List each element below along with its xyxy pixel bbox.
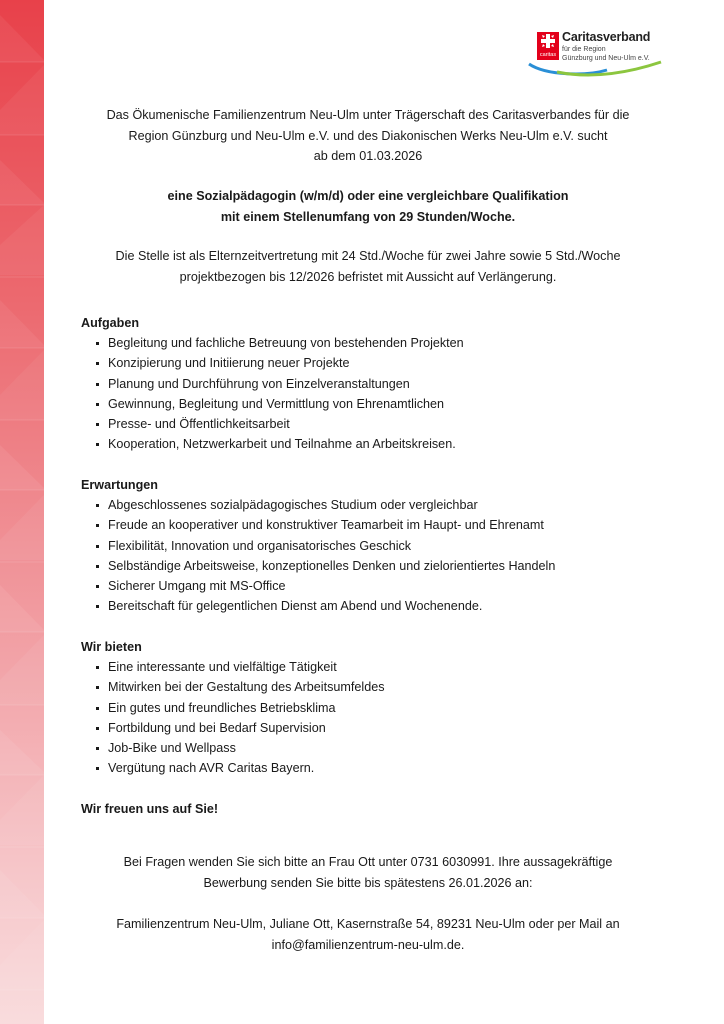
list-item: Job-Bike und Wellpass bbox=[81, 738, 661, 758]
list-item: Bereitschaft für gelegentlichen Dienst am Abend und Wochenende. bbox=[81, 596, 661, 616]
list-item: Gewinnung, Begleitung und Vermittlung von Ehrenamtlichen bbox=[81, 394, 661, 414]
section-list bbox=[81, 333, 661, 455]
address-paragraph bbox=[78, 914, 658, 955]
list-item: Ein gutes und freundliches Betriebsklima bbox=[81, 698, 661, 718]
section-aufgaben bbox=[81, 313, 661, 455]
section-list bbox=[81, 495, 661, 617]
list-item: Vergütung nach AVR Caritas Bayern. bbox=[81, 758, 661, 778]
list-item: Freude an kooperativer und konstruktiver Teamarbeit im Haupt- und Ehrenamt bbox=[81, 515, 661, 535]
caritas-logo bbox=[537, 30, 667, 82]
decorative-side-stripe bbox=[0, 0, 44, 1024]
terms-line: projektbezogen bis 12/2026 befristet mit Aussicht auf Verlängerung. bbox=[179, 269, 557, 284]
list-item: Abgeschlossenes sozialpädagogisches Studium oder vergleichbar bbox=[81, 495, 661, 515]
section-wir-bieten bbox=[81, 637, 661, 779]
list-item: Sicherer Umgang mit MS-Office bbox=[81, 576, 661, 596]
contact-line: Bewerbung senden Sie bitte bis spätestens 26.01.2026 an: bbox=[203, 875, 533, 890]
contact-paragraph bbox=[78, 852, 658, 893]
section-title: Wir bieten bbox=[81, 640, 142, 654]
terms-paragraph bbox=[78, 246, 658, 287]
section-title: Erwartungen bbox=[81, 478, 158, 492]
intro-paragraph bbox=[78, 105, 658, 167]
intro-line: Das Ökumenische Familienzentrum Neu-Ulm unter Trägerschaft des Caritasverbandes für die bbox=[106, 108, 630, 122]
logo-subtitle-line2: Günzburg und Neu-Ulm e.V. bbox=[562, 54, 650, 62]
list-item: Mitwirken bei der Gestaltung des Arbeitsumfeldes bbox=[81, 677, 661, 697]
list-item: Konzipierung und Initiierung neuer Projekte bbox=[81, 353, 661, 373]
list-item: Selbständige Arbeitsweise, konzeptionelles Denken und zielorientiertes Handeln bbox=[81, 556, 661, 576]
section-title: Aufgaben bbox=[81, 316, 140, 330]
position-title bbox=[78, 186, 658, 227]
caritas-cross-icon bbox=[540, 33, 556, 49]
position-line: eine Sozialpädagogin (w/m/d) oder eine vergleichbare Qualifikation bbox=[167, 189, 569, 203]
closing-text: Wir freuen uns auf Sie! bbox=[81, 802, 219, 816]
contact-line: Bei Fragen wenden Sie sich bitte an Frau Ott unter 0731 6030991. Ihre aussagekräftige bbox=[123, 855, 613, 869]
list-item: Begleitung und fachliche Betreuung von bestehenden Projekten bbox=[81, 333, 661, 353]
intro-line: Region Günzburg und Neu-Ulm e.V. und des Diakonischen Werks Neu-Ulm e.V. sucht bbox=[128, 128, 608, 143]
caritas-mark-text: caritas bbox=[537, 52, 559, 59]
address-line: Familienzentrum Neu-Ulm, Juliane Ott, Kasernstraße 54, 89231 Neu-Ulm oder per Mail an bbox=[116, 917, 620, 931]
list-item: Flexibilität, Innovation und organisatorisches Geschick bbox=[81, 536, 661, 556]
caritas-mark bbox=[537, 32, 559, 60]
intro-line: ab dem 01.03.2026 bbox=[313, 149, 423, 163]
logo-name: Caritasverband bbox=[562, 30, 651, 44]
logo-swoosh-icon bbox=[527, 58, 667, 80]
list-item: Presse- und Öffentlichkeitsarbeit bbox=[81, 414, 661, 434]
closing-section bbox=[81, 799, 661, 819]
terms-line: Die Stelle ist als Elternzeitvertretung mit 24 Std./Woche für zwei Jahre sowie 5 Std./Woche bbox=[115, 249, 621, 263]
list-item: Planung und Durchführung von Einzelveranstaltungen bbox=[81, 374, 661, 394]
logo-subtitle-line1: für die Region bbox=[562, 46, 606, 53]
section-erwartungen bbox=[81, 475, 661, 617]
list-item: Eine interessante und vielfältige Tätigkeit bbox=[81, 657, 661, 677]
email-address[interactable]: info@familienzentrum-neu-ulm.de. bbox=[271, 937, 465, 952]
section-list bbox=[81, 657, 661, 779]
list-item: Fortbildung und bei Bedarf Supervision bbox=[81, 718, 661, 738]
list-item: Kooperation, Netzwerkarbeit und Teilnahme an Arbeitskreisen. bbox=[81, 434, 661, 454]
triangle-pattern bbox=[0, 0, 44, 1024]
position-line: mit einem Stellenumfang von 29 Stunden/Woche. bbox=[220, 209, 516, 224]
